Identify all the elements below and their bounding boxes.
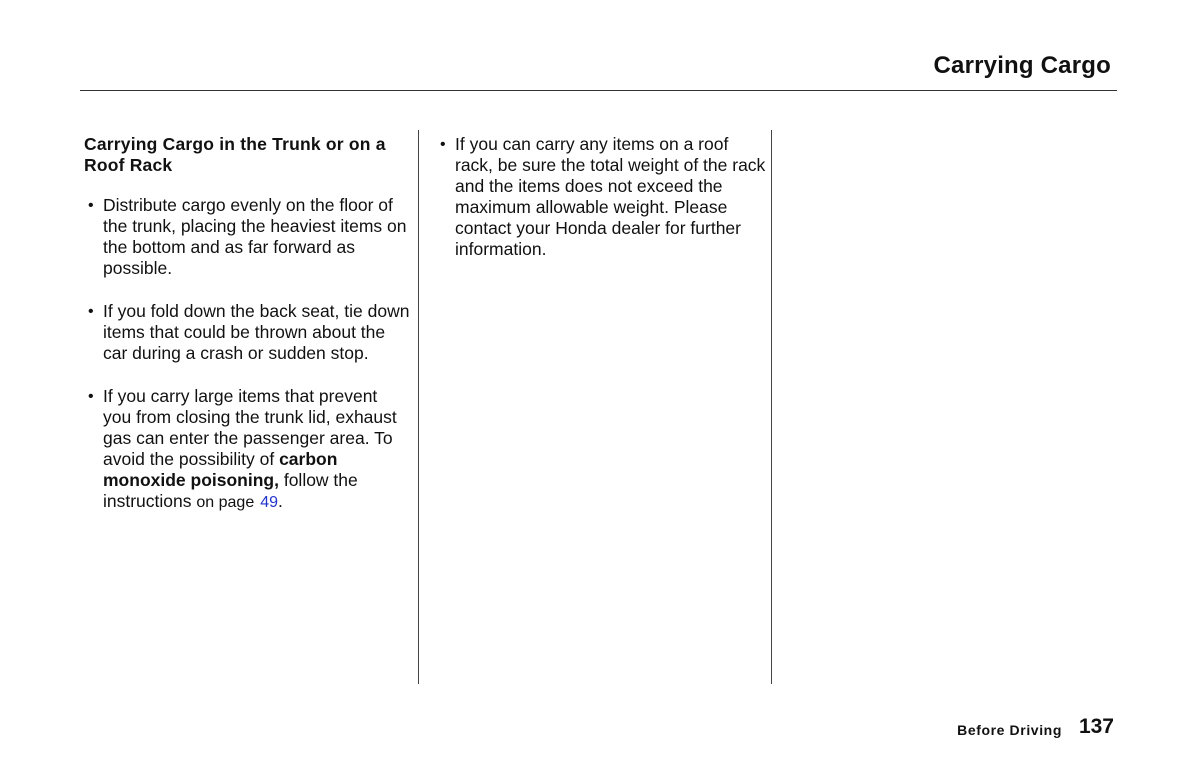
bullet-dot-icon: • (440, 136, 446, 153)
header-divider (80, 90, 1117, 91)
bullet-large-items (84, 386, 410, 513)
column-divider-left (418, 130, 419, 684)
left-column (84, 134, 410, 535)
bullet-text: If you carry large items that prevent you from closing the trunk lid, exhaust gas can enter the passenger area. To avoid the possibility of (103, 386, 397, 469)
bullet-text: If you can carry any items on a roof rack, be sure the total weight of the rack and the items does not exceed the maximum allowable weight. Please contact your Honda dealer for further information. (455, 134, 766, 259)
bullet-text: Distribute cargo evenly on the floor of the trunk, placing the heaviest items on the bottom and as far forward as possible. (103, 195, 407, 278)
warning-emphasis: carbon monoxide poisoning, (103, 449, 338, 490)
middle-column (436, 134, 766, 282)
bullet-text-continued: follow the instructions (103, 470, 358, 511)
bullet-end: . (278, 491, 283, 511)
footer-page-number: 137 (1078, 715, 1114, 738)
bullet-distribute-cargo (84, 195, 410, 279)
bullet-dot-icon: • (88, 303, 94, 320)
footer-section-name: Before Driving (957, 722, 1062, 738)
bullet-fold-back-seat (84, 301, 410, 364)
page-reference-text: on page (196, 494, 255, 511)
bullet-roof-rack (436, 134, 766, 260)
page-title: Carrying Cargo (933, 52, 1111, 79)
bullet-dot-icon: • (88, 388, 94, 405)
section-heading: Carrying Cargo in the Trunk or on a Roof Rack (84, 134, 386, 175)
column-divider-right (771, 130, 772, 684)
page-reference-link[interactable]: 49 (260, 494, 279, 511)
bullet-text: If you fold down the back seat, tie down items that could be thrown about the car during a crash or sudden stop. (103, 301, 410, 363)
bullet-dot-icon: • (88, 197, 94, 214)
